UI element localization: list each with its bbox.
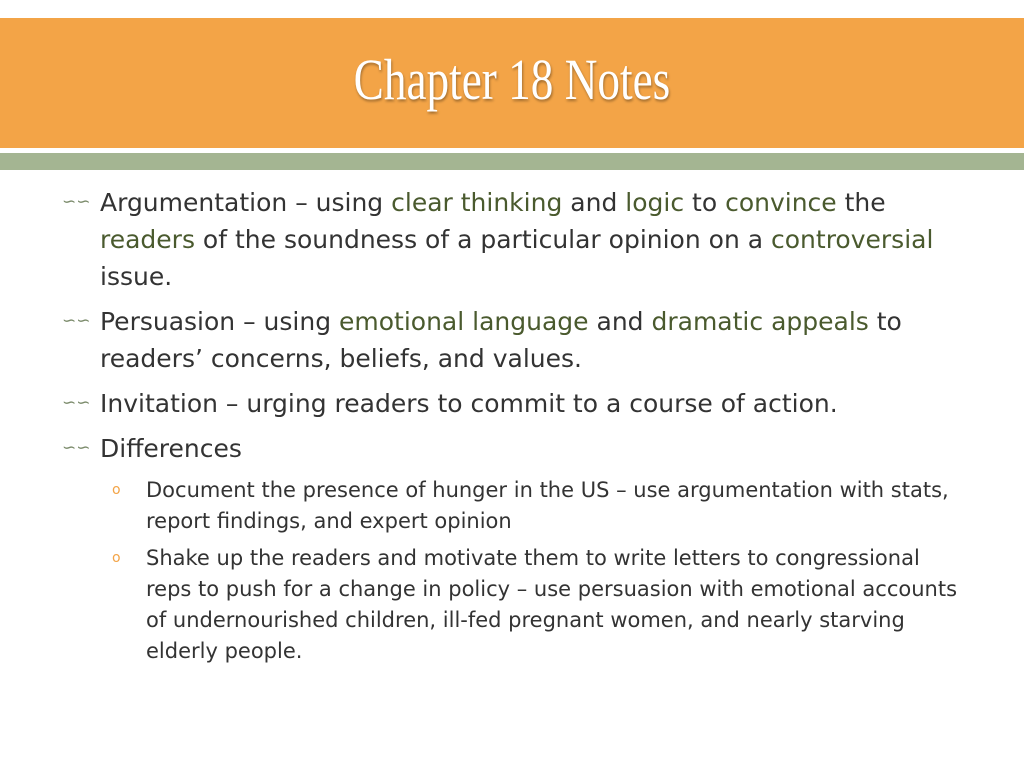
bullet-marker-icon: ∽∽ [62, 438, 91, 458]
slide-title: Chapter 18 Notes [353, 46, 671, 112]
title-bar [0, 18, 1024, 148]
bullet-marker-icon: ∽∽ [62, 393, 91, 413]
emphasis-text: dramatic appeals [651, 307, 869, 336]
sub-bullet-marker-icon: o [112, 482, 121, 498]
bullet-persuasion [62, 303, 962, 377]
bullet-text: of the soundness of a particular opinion on a [194, 225, 771, 254]
bullet-differences [62, 430, 962, 467]
emphasis-text: clear thinking [391, 188, 563, 217]
sub-bullet-text: Document the presence of hunger in the US – use argumentation with stats, report findings, and expert opinion [146, 478, 949, 533]
bullet-text: to readers’ concerns, beliefs, and values. [100, 307, 902, 373]
emphasis-text: emotional language [339, 307, 589, 336]
bullet-invitation [62, 385, 962, 422]
bullet-text: Argumentation – using [100, 188, 392, 217]
sub-bullet-text: Shake up the readers and motivate them to write letters to congressional reps to push for a change in policy – use persuasion with emotional accounts of undernourished children, ill-fed pregnant women, and nearly starving elderly people. [146, 546, 958, 663]
content-body [62, 184, 962, 673]
bullet-text: issue. [100, 262, 173, 291]
bullet-text: the [836, 188, 886, 217]
sub-bullet-marker-icon: o [112, 550, 121, 566]
divider-band [0, 153, 1024, 170]
emphasis-text: readers [100, 225, 195, 254]
emphasis-text: convince [725, 188, 837, 217]
bullet-text: and [562, 188, 626, 217]
emphasis-text: logic [625, 188, 685, 217]
bullet-marker-icon: ∽∽ [62, 192, 91, 212]
bullet-marker-icon: ∽∽ [62, 311, 91, 331]
bullet-text: and [588, 307, 652, 336]
bullet-argumentation [62, 184, 962, 295]
bullet-text: Invitation – urging readers to commit to a course of action. [100, 389, 838, 418]
sub-bullet-argumentation-example [62, 475, 962, 537]
emphasis-text: controversial [771, 225, 934, 254]
bullet-text: Differences [100, 434, 242, 463]
bullet-text: Persuasion – using [100, 307, 340, 336]
bullet-text: to [684, 188, 726, 217]
sub-bullet-persuasion-example [62, 543, 962, 667]
